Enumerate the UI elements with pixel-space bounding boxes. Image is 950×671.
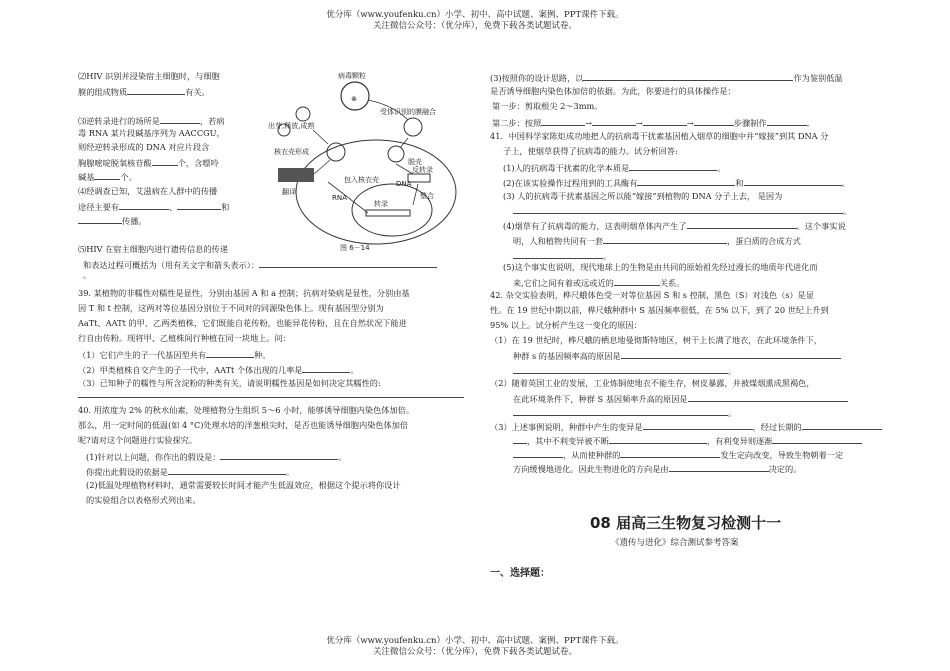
q40-part3-line1: (3)按照你的设计思路，以 作为鉴别低温: [490, 73, 843, 83]
step2-blank-1[interactable]: [541, 116, 585, 126]
q42-part3-line4: 方向缓慢地进化。因此生物进化的方向是由 决定的。: [513, 464, 802, 474]
q4-blank-2[interactable]: [177, 200, 221, 210]
q40-part2-line2: 的实验组合以表格形式列出来。: [86, 495, 201, 505]
q4-line3: 传播。: [78, 214, 147, 227]
q42-blank-2b[interactable]: [513, 406, 728, 416]
q3-line2: 毒 RNA 某片段碱基序列为 AACCGU，: [78, 128, 225, 138]
q41-line1: 41．中国科学家陈炬成功地把人的抗病毒干扰素基因植入烟草的细胞中并“嫁接”到其 DNA 分: [490, 131, 829, 141]
q42-blank-3g[interactable]: [620, 448, 720, 458]
fig-label-rna: RNA: [332, 194, 347, 202]
q41-part3-answer: 。: [513, 204, 851, 217]
q4-line1: ⑷经调查已知，艾滋病在人群中的传播: [78, 186, 218, 196]
step1: 第一步：剪取根尖 2～3mm。: [492, 101, 603, 111]
q39-line2: 因 T 和 t 控制，这两对等位基因分别位于不同对的同源染色体上。现有基因型分别为: [78, 303, 384, 313]
q4-blank-3[interactable]: [78, 214, 122, 224]
footer-watermark-line2: 关注微信公众号：（优分库），免费下载各类试题试卷。: [372, 647, 577, 657]
q42-blank-3f[interactable]: [513, 448, 563, 458]
q41-blank-2a[interactable]: [637, 176, 735, 186]
q41-line2: 子上，使烟草获得了抗病毒的能力。试分析回答:: [503, 146, 678, 156]
q39-blank-1[interactable]: [206, 348, 254, 358]
q42-blank-1b[interactable]: [513, 364, 728, 374]
q42-part3-line1: （3）上述事例说明，种群中产生的变异是 ，经过长期的: [490, 420, 882, 433]
q41-part3: (3) 人的抗病毒干扰素基因之所以能“嫁接”到植物的 DNA 分子上去， 是因为: [503, 191, 783, 201]
q40-line1: 40. 用浓度为 2% 的秋水仙素，处理植物分生组织 5～6 小时，能够诱导细胞内染色体加倍。: [78, 405, 415, 415]
header-watermark-line2: 关注微信公众号：（优分库），免费下载各类试题试卷。: [372, 21, 577, 31]
q41-blank-2b[interactable]: [744, 176, 842, 186]
q4-line2: 途径主要有 、 和: [78, 202, 230, 212]
q40-blank-hypothesis[interactable]: [220, 450, 338, 460]
answer-title: 08 届高三生物复习检测十一: [590, 514, 782, 532]
fig-label-release: 出芽,释放,成熟: [268, 122, 315, 130]
q41-blank-4[interactable]: [687, 219, 797, 229]
q42-blank-2a[interactable]: [688, 392, 848, 402]
header-watermark-line1: 优分库（www.youfenku.cn）小学、初中、高中试题、案例、PPT课件下载。: [326, 10, 624, 20]
q41-part4b: 明，人和植物共同有一套 ，蛋白质的合成方式: [513, 236, 801, 246]
q42-line1: 42. 杂交实验表明，桦尺蛾体色受一对等位基因 S 和 s 控制，黑色（S）对浅色（s）是显: [490, 290, 815, 300]
q40-blank-basis[interactable]: [168, 465, 286, 475]
q4-blank-1[interactable]: [119, 200, 169, 210]
q41-part1: (1)人的抗病毒干扰素的化学本质是 。: [503, 163, 726, 173]
q39-blank-2[interactable]: [302, 363, 350, 373]
step2: 第二步：按照 → → → 步骤制作 。: [492, 118, 815, 128]
step2-blank-3[interactable]: [643, 116, 687, 126]
q39-answer-line[interactable]: [78, 397, 464, 398]
q42-blank-1a[interactable]: [621, 349, 841, 359]
q2-line1: ⑵HIV 识别并浸染宿主细胞时，与细胞: [78, 71, 220, 81]
q3-line1: ⑶逆转录进行的场所是 ，若病: [78, 116, 225, 126]
q3-blank-purine[interactable]: [94, 170, 120, 180]
hiv-lifecycle-figure: [268, 70, 458, 252]
q41-blank-4c[interactable]: [513, 249, 603, 259]
q42-part1-line1: （1）在 19 世纪时，桦尺蛾的栖息地曼彻斯特地区，树干上长满了地衣，在此环境条件下，: [490, 335, 822, 345]
fig-label-capsid: 核衣壳形成: [274, 148, 309, 156]
q5-line2: 和表达过程可概括为（用有关文字和箭头表示）：: [83, 258, 437, 271]
q41-blank-5[interactable]: [614, 276, 660, 286]
q42-part3-line2: ，其中不利变异被不断 ，有利变异则逐渐: [513, 434, 862, 447]
q5-line3: 。: [83, 270, 92, 280]
q39-part1: （1）它们产生的子一代基因型共有 种。: [78, 350, 271, 360]
q40-part2-line1: (2)低温处理植物材料时，通常需要较长时间才能产生低温效应，根据这个提示将你设计: [86, 480, 401, 490]
q42-blank-3d[interactable]: [609, 434, 707, 444]
step2-blank-2[interactable]: [592, 116, 636, 126]
q40-part1b: 你提出此假设的依据是 。: [86, 467, 295, 477]
fig-label-uncoat: 脱壳: [408, 158, 422, 166]
q3-blank-site[interactable]: [160, 114, 200, 124]
q41-part2: (2)在该实验操作过程用到的工具酶有 和 。: [503, 178, 850, 188]
fig-label-translate: 翻译: [282, 188, 296, 196]
q42-blank-3a[interactable]: [643, 420, 753, 430]
fig-label-dna: DNA: [396, 180, 412, 188]
q41-part4: (4)烟草有了抗病毒的能力，这表明烟草体内产生了 。这个事实说: [503, 221, 846, 231]
q3-blank-thymine[interactable]: [152, 156, 178, 166]
q39-part2: （2）甲类植株自交产生的子一代中，AATt 个体出现的几率是 。: [78, 365, 359, 375]
q42-part1-line3: 。: [513, 364, 736, 377]
q40-line3: 呢?请对这个问题进行实验探究。: [78, 435, 198, 445]
q41-blank-3[interactable]: [513, 204, 843, 214]
q40-part3-line2: 是否诱导细胞内染色体加倍的依据。为此，你要进行的具体操作是：: [490, 86, 736, 96]
q42-part2-line2: 在此环境条件下，种群 S 基因频率升高的原因是: [513, 392, 848, 405]
q41-part5b: 来,它们之间有着或远或近的 关系。: [513, 278, 685, 288]
q39-part3: （3）已知种子的糯性与所含淀粉的种类有关，请说明糯性基因是如何决定其糯性的:: [78, 378, 381, 388]
q5-blank[interactable]: [259, 258, 437, 268]
step2-blank-5[interactable]: [767, 116, 807, 126]
q2-blank[interactable]: [127, 85, 185, 95]
fig-label-fusion: 受体识别的膜融合: [380, 108, 436, 116]
q41-blank-4b[interactable]: [603, 234, 727, 244]
q42-part2-line1: （2）随着英国工业的发展，工业炼铜使地衣不能生存，树皮暴露，并被煤烟熏成黑褐色，: [490, 378, 815, 388]
q41-part4c: 。: [513, 249, 611, 262]
fig-label-virus: 病毒颗粒: [338, 72, 366, 80]
q42-blank-3b[interactable]: [802, 420, 882, 430]
q3-line3: 则经逆转录形成的 DNA 对应片段含: [78, 142, 210, 152]
q42-blank-3h[interactable]: [669, 462, 769, 472]
fig-label-rt: 反转录: [412, 166, 433, 174]
figure-caption: 图 6－14: [340, 244, 370, 252]
q40-blank-criterion[interactable]: [583, 71, 793, 81]
q41-part5: (5)这个事实也说明，现代地球上的生物是由共同的原始祖先经过漫长的地质年代进化而: [503, 262, 818, 272]
q3-line4: 胸腺嘧啶脱氧核苷酸 个，含嘌呤: [78, 158, 219, 168]
q39-line4: 行自由传粉。现将甲、乙植株间行种植在同一块地上。问：: [78, 333, 291, 343]
fig-label-integrate: 整合: [420, 192, 434, 200]
fig-label-transcribe: 转录: [374, 200, 388, 208]
q42-part1-line2: 种群 s 的基因频率高的原因是: [513, 349, 841, 362]
q42-part2-line3: 。: [513, 406, 736, 419]
q42-part3-line3: ，从而使种群的 发生定向改变，导致生物朝着一定: [513, 448, 843, 461]
q40-part1: (1)针对以上问题，你作出的假设是： 。: [86, 452, 347, 462]
answer-subtitle: 《遗传与进化》综合测试参考答案: [611, 538, 739, 548]
q2-line2: 膜的组成物质 有关。: [78, 87, 210, 97]
fig-label-coat: 包入核衣壳: [344, 176, 379, 184]
svg-text:⊗: ⊗: [351, 95, 357, 103]
q3-line5: 碱基 个。: [78, 172, 137, 182]
q39-line3: AaTt、AATt 的甲、乙两类植株，它们既能自花传粉，也能异花传粉，且在自然状况下能进: [78, 318, 407, 328]
q41-blank-1[interactable]: [629, 161, 717, 171]
q39-line1: 39. 某植物的非糯性对糯性是显性，分别由基因 A 和 a 控制；抗病对染病是显性，分别由基: [78, 288, 410, 298]
answer-section-choice: 一、选择题：: [490, 568, 550, 579]
q40-line2: 那么，用一定时间的低温(如 4 °C)处理水培的洋葱根尖时，是否也能诱导细胞内染色体加倍: [78, 420, 409, 430]
q42-blank-3e[interactable]: [772, 434, 862, 444]
q42-line2: 性。在 19 世纪中期以前，桦尺蛾种群中 S 基因频率很低，在 5% 以下，到了 20 世纪上升到: [490, 305, 829, 315]
step2-blank-4[interactable]: [694, 116, 734, 126]
q42-line3: 95% 以上。试分析产生这一变化的原因：: [490, 320, 642, 330]
q42-blank-3c[interactable]: [513, 434, 527, 444]
footer-watermark-line1: 优分库（www.youfenku.cn）小学、初中、高中试题、案例、PPT课件下载。: [326, 636, 624, 646]
q5-line1: ⑸HIV 在宿主细胞内进行遗传信息的传递: [78, 244, 228, 254]
